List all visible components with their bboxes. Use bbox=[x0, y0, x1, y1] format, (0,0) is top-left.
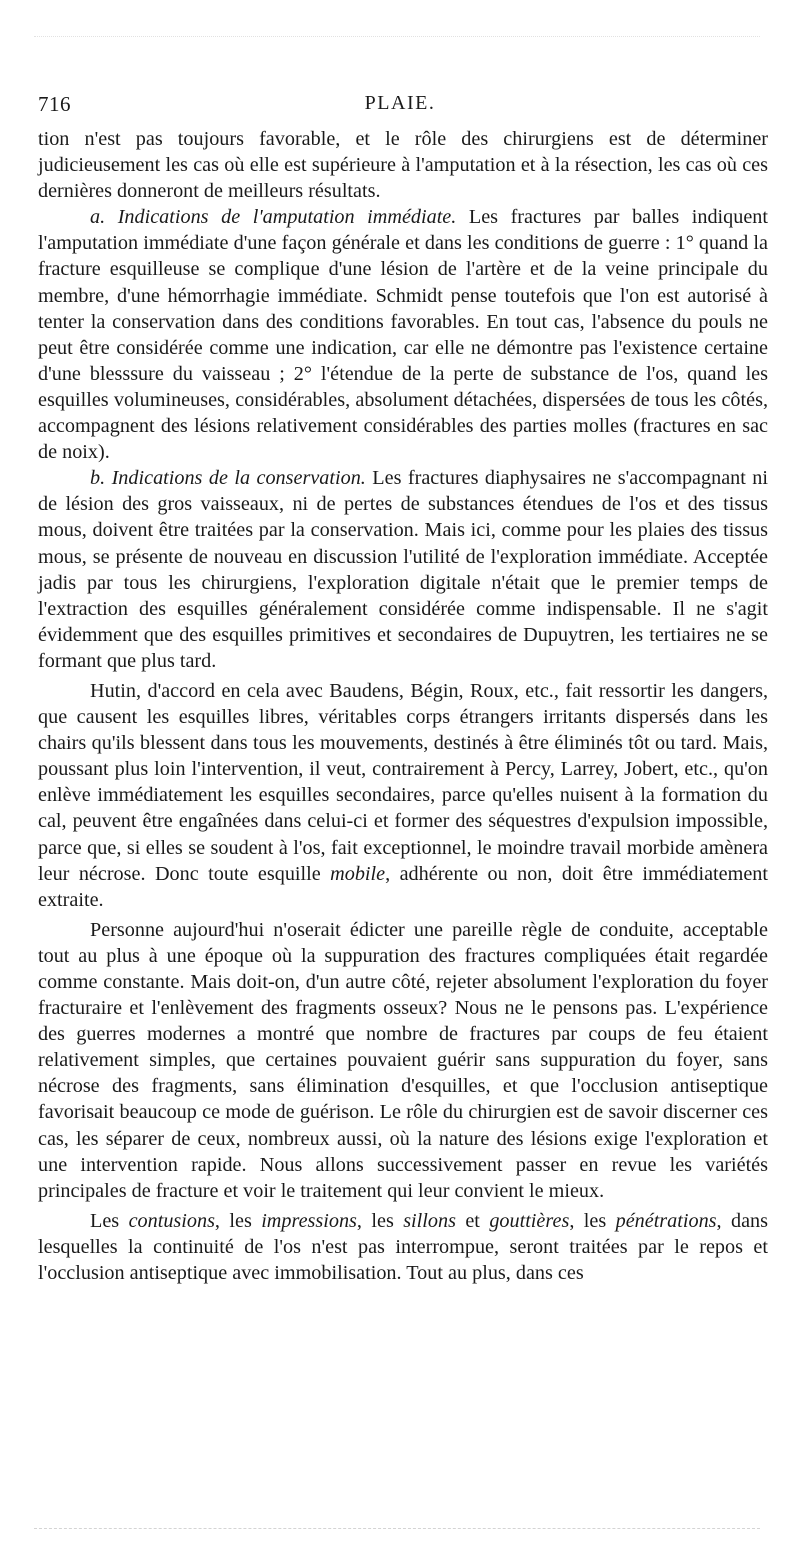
emphasis-gouttieres: gouttières bbox=[489, 1209, 570, 1232]
text-run: , les bbox=[214, 1209, 262, 1232]
text-run: , dans lesquelles la continuité de l'os n'est pas interrompue, seront traitées par le repos et l'occlusion antiseptique avec immobilisation. Tout au plus, dans ces bbox=[38, 1209, 768, 1285]
paragraph-contusions bbox=[38, 1208, 768, 1286]
emphasis-impressions: impressions bbox=[261, 1209, 357, 1232]
emphasis-mobile: mobile bbox=[330, 862, 386, 885]
paragraph-hutin-text-1: Hutin, d'accord en cela avec Baudens, Bégin, Roux, etc., fait ressortir les dangers, que causent les esquilles libres, véritables corps étrangers irritants dispersés dans les chairs qu'ils blessent dans tous les mouvements, destinés à être éliminés tôt ou tard. Mais, poussant plus loin l'intervention, il veut, contrairement à Percy, Larrey, Jobert, etc., qu'on enlève immédiatement les esquilles secondaires, parce qu'elles nuisent à la formation du cal, peuvent être engaînées dans celui-ci et former des séquestres d'expulsion impossible, parce que, si elles se soudent à l'os, fait exceptionnel, le moindre travail morbide amènera leur nécrose. Donc toute esquille bbox=[38, 679, 768, 885]
section-heading-conservation: b. Indications de la conservation. bbox=[90, 467, 366, 490]
bottom-scan-artifact bbox=[34, 1528, 760, 1530]
top-scan-artifact bbox=[34, 36, 760, 38]
text-run: , les bbox=[356, 1209, 404, 1232]
body-text bbox=[38, 126, 768, 1286]
running-title: PLAIE. bbox=[364, 92, 436, 114]
section-heading-amputation: a. Indications de l'amputation immédiate. bbox=[90, 206, 457, 229]
page-number: 716 bbox=[38, 92, 71, 116]
running-head bbox=[38, 92, 762, 122]
emphasis-contusions: contusions bbox=[128, 1209, 215, 1232]
paragraph-hutin-text-2: , adhérente ou non, doit être immédiatement extraite. bbox=[38, 862, 768, 911]
paragraph-conservation-text: Les fractures diaphysaires ne s'accompagnant ni de lésion des gros vaisseaux, ni de pertes de substances étendues de l'os et des tissus mous, doivent être traitées par la conservation. Mais ici, comme pour les plaies des tissus mous, se présente de nouveau en discussion l'utilité de l'exploration immédiate. Acceptée jadis par tous les chirurgiens, l'exploration digitale n'était que le premier temps de l'extraction des esquilles généralement considérée comme indispensable. Il ne s'agit évidemment que des esquilles primitives et secondaires de Dupuytren, les tertiaires ne se formant que plus tard. bbox=[38, 467, 768, 672]
text-run: et bbox=[455, 1209, 490, 1232]
paragraph-conservation bbox=[38, 465, 768, 674]
paragraph-hutin bbox=[38, 678, 768, 913]
paragraph-amputation bbox=[38, 204, 768, 465]
paragraph-personne: Personne aujourd'hui n'oserait édicter une pareille règle de conduite, acceptable tout au plus à une époque où la suppuration des fractures compliquées était regardée comme constante. Mais doit-on, d'un autre côté, rejeter absolument l'exploration du foyer fracturaire et l'enlèvement des fragments osseux? Nous ne le pensons pas. L'expérience des guerres modernes a montré que nombre de fractures par coups de feu étaient relativement simples, que certaines pouvaient guérir sans suppuration du foyer, sans nécrose des fragments, sans élimination d'esquilles, et que l'occlusion antiseptique favorisait beaucoup ce mode de guérison. Le rôle du chirurgien est de savoir discerner ces cas, les séparer de ceux, nombreux aussi, où la nature des lésions exige l'exploration et une intervention rapide. Nous allons successivement passer en revue les variétés principales de fracture et voir le traitement qui leur convient le mieux. bbox=[38, 918, 768, 1202]
emphasis-penetrations: pénétrations bbox=[615, 1209, 717, 1232]
paragraph-amputation-text: Les fractures par balles indiquent l'amputation immédiate d'une façon générale et dans les conditions de guerre : 1° quand la fracture esquilleuse se complique d'une lésion de l'artère et de la veine principale du membre, d'une hémorrhagie immédiate. Schmidt pense toutefois que l'on est autorisé à tenter la conservation dans des conditions favorables. En tout cas, l'absence du pouls ne peut être considérée comme une indication, car elle ne démontre pas l'existence certaine d'une blesssure du vaisseau ; 2° l'étendue de la perte de substance de l'os, quand les esquilles volumineuses, considérables, absolument détachées, dispersées de tous les côtés, accompagnent des lésions relativement considérables des parties molles (fractures en sac de noix). bbox=[38, 206, 768, 464]
emphasis-sillons: sillons bbox=[403, 1209, 456, 1232]
paragraph-continued: tion n'est pas toujours favorable, et le rôle des chirurgiens est de déterminer judicieusement les cas où elle est supérieure à l'amputation et à la résection, les cas où ces dernières donneront de meilleurs résultats. bbox=[38, 128, 768, 203]
text-run: Les bbox=[90, 1209, 129, 1232]
text-run: , les bbox=[569, 1209, 616, 1232]
